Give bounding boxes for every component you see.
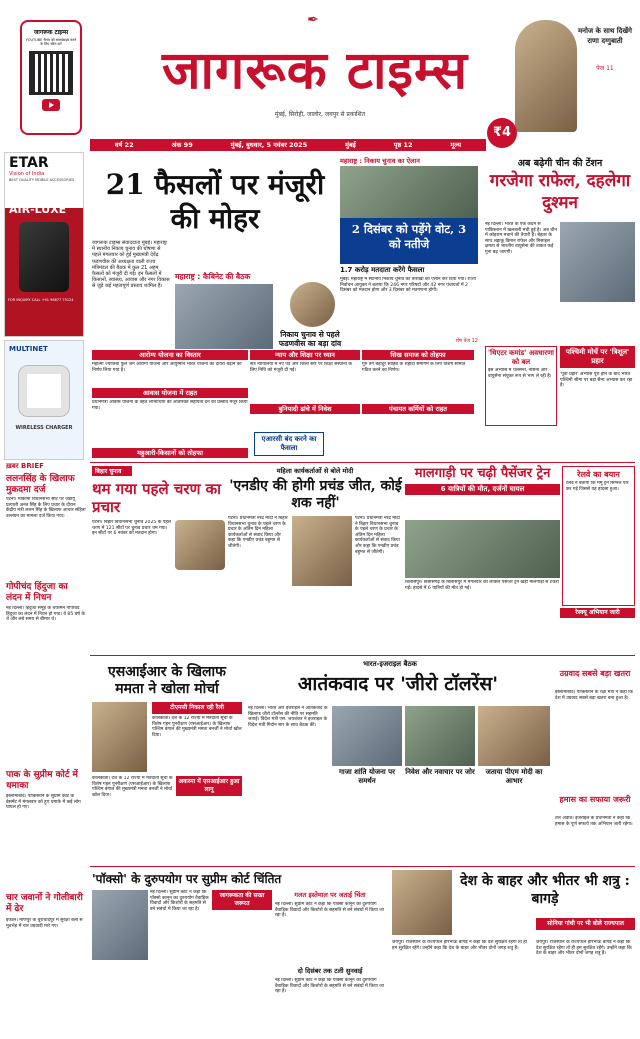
box-1-text: सत्र न्यायालयों में नए पद और जिला स्तर पर शिक्षा संस्थानों के लिए निधि को मंजूरी दी गई। <box>250 362 352 373</box>
theatre-command-heading: 'थिएटर कमांड' अवधारणा को बल <box>488 348 554 366</box>
election-more[interactable]: शेष पेज 12 <box>455 338 478 344</box>
israel-sub-3: जताया पीएम मोदी का आभार <box>485 767 543 785</box>
etar-ad[interactable] <box>4 152 84 337</box>
rafale-photo <box>560 222 635 302</box>
box-3-heading: बुनियादी ढांचे में निवेश <box>250 404 360 414</box>
mamata-photo <box>92 702 147 772</box>
theatre-command-text: इस अभ्यास में थलसेना, नौसेना और वायुसेना संयुक्त रूप से भाग ले रही हैं। <box>488 368 552 379</box>
qr-box-subtitle: YOUTUBE चैनल को सब्सक्राइब करने के लिए स्कैन करें <box>25 38 77 46</box>
divider-mamata <box>90 655 635 656</box>
masthead-title: जागरूक टाइम्स <box>161 40 469 101</box>
brief-headline-2: गोपीचंद हिंदुजा का लंदन में निधन <box>6 582 68 603</box>
election-photo <box>340 166 478 218</box>
lead-text: जागरूक टाइम्स संवाददाता मुंबई। महाराष्ट्र में स्थानीय निकाय चुनाव की घोषणा से पहले मंगलवार को हुई मुख्यमंत्री देवेंद्र फडणवीस की अध्यक्षता वाली राज्य मंत्रिमंडल की बैठक में कुल 21 अहम फैसलों को मंजूरी दी गई। इन फैसलों में किसानों, स्वास्थ्य, आवास और नगर विकास से जुड़े कई महत्वपूर्ण प्रस्ताव शामिल हैं। <box>92 240 170 290</box>
etar-brand: ETAR <box>9 155 49 171</box>
train-text: बिलासपुर। छत्तीसगढ़ के बिलासपुर में मंगलवार को लोकल पैसेंजर ट्रेन खड़ी मालगाड़ी से टकरा गई। हादसे में 6 यात्रियों की मौत हो गई। <box>405 580 559 591</box>
news-brief-label: ख़बर BRIEF <box>6 462 44 470</box>
cabinet-label: महाराष्ट्र : कैबिनेट की बैठक <box>175 272 251 281</box>
edition-year: वर्ष 22 <box>114 141 134 149</box>
nda-label: महिला कार्यकर्ताओं से बोले मोदी <box>276 467 354 475</box>
edition-price: मूल्य <box>450 141 462 149</box>
etar-tagline: Vision of India <box>9 171 45 177</box>
nda-text-2: पटना। प्रधानमंत्री नरेंद्र मोदी ने बिहार विधानसभा चुनाव के पहले चरण के प्रचार के अंतिम दिन महिला कार्यकर्ताओं से संवाद किया और कहा कि एनडीए प्रचंड बहुमत से जीतेगी। <box>355 516 400 555</box>
divider-pocso <box>90 866 635 867</box>
israel-sub-1: गाजा शांति योजना पर समर्थन <box>338 767 396 785</box>
charger-product-image <box>18 365 70 417</box>
bihar-headline: थम गया पहले चरण का प्रचार <box>92 480 222 516</box>
section-1-text: महात्मा ज्योतिबा फुले जन आरोग्य योजना और आयुष्मान भारत योजना का दायरा बढ़ाने का निर्णय लिया गया है। <box>92 362 242 373</box>
rafale-kicker: अब बढ़ेगी चीन की टेंशन <box>517 158 603 169</box>
box-2-text: गुरु तेग बहादुर साहिब के शहीदी समागम के लिए विशेष समिति गठित करने का निर्णय। <box>362 362 466 373</box>
masthead-cities: मुंबई, सिरोही, जालोर, जयपुर से प्रकाशित <box>274 111 366 118</box>
celebrity-note: मनोज के साथ दिखेंगे राणा दग्गुबाती <box>578 27 632 45</box>
lead-headline: 21 फैसलों पर मंजूरी की मोहर <box>105 168 325 235</box>
pocso-date-box: दो दिसंबर तक टली सुनवाई <box>297 967 363 975</box>
election-headline-box <box>340 218 478 264</box>
section-3-heading: महुआरी-किसानों को तोहफा <box>92 448 248 458</box>
israel-sub-2: निवेश और नवाचार पर जोर <box>405 767 475 776</box>
etar-product-name: AIR-LUXE <box>9 203 67 216</box>
election-label: महाराष्ट्र : निकाय चुनाव का ऐलान <box>340 157 420 165</box>
bihar-tag: बिहार चुनाव <box>92 466 132 476</box>
cabinet-photo <box>175 284 273 349</box>
election-voters: 1.7 करोड़ मतदाता करेंगे फैसला <box>340 266 425 274</box>
theatre-command-box <box>485 346 557 426</box>
brief-text-3: इस्लामाबाद। पाकिस्तान के सुप्रीम कोर्ट के बेसमेंट में मंगलवार को हुए धमाके में कई लोग घायल हो गए। <box>6 794 81 811</box>
celebrity-photo <box>515 20 577 132</box>
etar-contact: FOR INQUIRY CALL +91 98677 75124 <box>8 298 74 302</box>
section-2-heading: आवास योजना में राहत <box>92 388 248 398</box>
box-4-heading: पंचायत कर्मियों को राहत <box>362 404 474 414</box>
israel-photo-1 <box>332 706 402 766</box>
section-1-heading: आरोग्य योजना का विस्तार <box>92 350 248 360</box>
nda-headline: 'एनडीए की होगी प्रचंड जीत, कोई शक नहीं' <box>229 478 402 511</box>
right-brief-headline-2: हमास का सफाया जरूरी <box>559 794 631 804</box>
edition-bar <box>90 139 486 151</box>
pocso-text-3: नई दिल्ली। सुप्रीम कोर्ट ने कहा कि पॉक्सो कानून का दुरुपयोग वैवाहिक विवादों और किशोरों के सहमति से बने संबंधों में किया जा रहा है। <box>275 978 384 995</box>
train-headline-box <box>405 466 560 518</box>
brief-headline-3: पाक के सुप्रीम कोर्ट में धमाका <box>6 770 78 791</box>
lead-side-kicker: निकाय चुनाव से पहले फडणवीस का बड़ा दांव <box>278 330 342 348</box>
right-brief-headline-1: उग्रवाद सबसे बड़ा खतरा <box>559 668 631 678</box>
etar-subline: BEST QUALITY MOBILE ACCESSORIES <box>9 178 75 182</box>
divider-bihar <box>90 462 635 463</box>
train-headline: मालगाड़ी पर चढ़ी पैसेंजर ट्रेन <box>414 466 551 481</box>
brief-headline-1: ललनसिंह के खिलाफ मुकदमा दर्ज <box>6 474 75 495</box>
celebrity-page-ref: पेज 11 <box>596 65 614 72</box>
multinet-ad[interactable] <box>4 340 84 460</box>
etar-product-image <box>19 222 69 292</box>
edition-pages: पृष्ठ 12 <box>393 141 413 149</box>
israel-photo-3 <box>478 706 550 766</box>
qr-box-title: जागरूक टाइम्स <box>33 29 69 36</box>
multinet-logo: MULTINET <box>9 345 48 353</box>
box-1-heading: न्याय और शिक्षा पर ध्यान <box>250 350 360 360</box>
box-2-heading: सिख समाज को तोहफा <box>362 350 474 360</box>
brief-text-2: नई दिल्ली। हिंदुजा समूह के चेयरमैन गोपीचंद हिंदुजा का लंदन में निधन हो गया। वे 85 वर्ष के थे और लंबे समय से बीमार थे। <box>6 606 85 623</box>
edition-date: मुंबई, बुधवार, 5 नवंबर 2025 <box>230 141 308 149</box>
israel-photo-2 <box>405 706 475 766</box>
brief-headline-4: चार जवानों ने गोलीबारी में ढेर <box>6 893 83 914</box>
mamata-text-2: कोलकाता। देश के 12 राज्यों में मतदाता सूची के विशेष गहन पुनरीक्षण (एसआईआर) के खिलाफ पश्चिम बंगाल की मुख्यमंत्री ममता बनर्जी ने मोर्चा खोल दिया। <box>152 716 242 738</box>
modi-photo <box>292 516 352 586</box>
bagde-photo <box>392 870 452 935</box>
pocso-headline: 'पॉक्सो' के दुरुपयोग पर सुप्रीम कोर्ट चिंतित <box>92 872 282 886</box>
rafale-text: नई दिल्ली। भारत के एक कदम से पाकिस्तान में खलबली मची हुई है। अब चीन में कोहराम मचाने की तैयारी है। बेहतर के साथ लड़ाकू विमान राफेल और मिसाइल क्षमता से भारतीय वायुसेना की ताकत कई गुना बढ़ जाएगी। <box>485 222 557 255</box>
rail-box-heading: रेलवे का बयान <box>577 469 620 479</box>
bagde-headline: देश के बाहर और भीतर भी शत्रु : बागड़े <box>460 873 630 907</box>
masthead-logo-pen-icon: ✒ <box>307 12 319 28</box>
israel-text: नई दिल्ली। भारत और इजराइल ने आतंकवाद के खिलाफ जीरो टॉलरेंस की नीति पर सहमति जताई। विदेश मंत्री एस. जयशंकर ने इजराइल के विदेश मंत्री गिदोन सार के साथ बैठक की। <box>248 706 328 728</box>
israel-headline: आतंकवाद पर 'जीरो टॉलरेंस' <box>297 673 499 695</box>
price-badge: ₹4 <box>487 118 517 148</box>
election-headline: 2 दिसंबर को पड़ेंगे वोट, 3 को नतीजे <box>351 222 467 251</box>
pocso-text: नई दिल्ली। सुप्रीम कोर्ट ने कहा कि पॉक्सो कानून का दुरुपयोग वैवाहिक विवादों और किशोरों के सहमति से बने संबंधों में किया जा रहा है। <box>150 890 209 912</box>
edition-city: मुंबई <box>345 141 356 149</box>
bagde-text-2: जयपुर। राजस्थान के राज्यपाल हरिभाऊ बागड़े ने कहा कि देश सुरक्षित रहेगा तो ही हम सुरक्षित रहेंगे। उन्होंने कहा कि देश के बाहर और भीतर दोनों जगह शत्रु हैं। <box>536 940 632 957</box>
election-text: मुंबई। महाराष्ट्र में स्थानीय निकाय चुनाव की तारीखों का ऐलान कर दिया गया। राज्य निर्वाचन आयुक्त ने बताया कि 246 नगर परिषदों और 42 नगर पंचायतों में 2 दिसंबर को मतदान होगा और 3 दिसंबर को मतगणना होगी। <box>340 277 476 294</box>
fadnavis-photo <box>290 282 335 327</box>
supreme-court-photo <box>92 890 148 960</box>
west-front-text: 'पूर्वी प्रहार' अभ्यास पूरा होने के बाद भारत पश्चिमी सीमा पर बड़ा सैन्य अभ्यास कर रहा है। <box>560 372 633 389</box>
mamata-text: कोलकाता। देश के 12 राज्यों में मतदाता सूची के विशेष गहन पुनरीक्षण (एसआईआर) के खिलाफ पश्चिम बंगाल की मुख्यमंत्री ममता बनर्जी ने मोर्चा खोल दिया। <box>92 776 173 798</box>
right-brief-text-1: इस्लामाबाद। पाकिस्तान के रक्षा मंत्री ने कहा कि देश में उग्रवाद सबसे बड़ा खतरा बना हुआ है। <box>555 690 633 701</box>
rail-box-text: रेलवे ने बताया कि मेमू ट्रेन सिग्नल पार कर गई जिससे यह हादसा हुआ। <box>566 481 629 492</box>
pocso-text-2: नई दिल्ली। सुप्रीम कोर्ट ने कहा कि पॉक्सो कानून का दुरुपयोग वैवाहिक विवादों और किशोरों के सहमति से बने संबंधों में किया जा रहा है। <box>275 902 384 919</box>
brief-text-1: पटना। मोकामा विधानसभा सीट पर जेडीयू प्रत्याशी अनंत सिंह के लिए प्रचार के दौरान केंद्रीय मंत्री ललन सिंह के खिलाफ आचार संहिता उल्लंघन का मामला दर्ज किया गया। <box>6 497 86 519</box>
right-brief-text-2: तेल अवीव। इजराइल के प्रधानमंत्री ने कहा कि हमास के पूर्ण सफाये तक अभियान जारी रहेगा। <box>555 816 633 827</box>
bagde-text: जयपुर। राजस्थान के राज्यपाल हरिभाऊ बागड़े ने कहा कि देश सुरक्षित रहेगा तो ही हम सुरक्षित रहेंगे। उन्होंने कहा कि देश के बाहर और भीतर दोनों जगह शत्रु हैं। <box>392 940 527 951</box>
wireless-charger-label: WIRELESS CHARGER <box>15 425 73 431</box>
qr-code-icon[interactable] <box>29 51 73 95</box>
rail-box <box>562 466 635 606</box>
west-front-heading: पश्चिमी मोर्चे पर 'त्रिशूल' प्रहार <box>560 346 635 368</box>
rafale-headline: गरजेगा राफेल, दहलेगा दुश्मन <box>489 171 631 213</box>
israel-label: भारत-इजराइल बैठक <box>363 660 417 668</box>
pocso-box: जागरूकता की सख्त जरूरत <box>212 890 272 910</box>
rescue-heading: रेस्क्यू अभियान जारी <box>560 608 635 618</box>
pocso-box-2: गलत इस्तेमाल पर जताई चिंता <box>294 891 366 899</box>
nda-text: पटना। प्रधानमंत्री नरेंद्र मोदी ने बिहार विधानसभा चुनाव के पहले चरण के प्रचार के अंतिम दिन महिला कार्यकर्ताओं से संवाद किया और कहा कि एनडीए प्रचंड बहुमत से जीतेगी। <box>228 516 288 549</box>
brief-text-4: इंफाल। मणिपुर के चुराचांदपुर में सुरक्षा बलों से मुठभेड़ में चार उग्रवादी मारे गए। <box>6 918 83 929</box>
youtube-icon <box>42 99 60 111</box>
section-2-text: प्रधानमंत्री आवास योजना के तहत लाभार्थियों को अतिरिक्त सहायता देने का प्रस्ताव मंजूर किया गया। <box>92 400 248 411</box>
mamata-headline: एसआईआर के खिलाफ ममता ने खोला मोर्चा <box>108 664 226 697</box>
abhishek-box: अकस्मा में एसआईआर हुआ लागू <box>176 776 242 796</box>
bihar-text: पटना। बिहार विधानसभा चुनाव 2025 के पहले चरण में 121 सीटों पर चुनाव प्रचार थम गया। इन सीटों पर 6 नवंबर को मतदान होगा। <box>92 520 171 537</box>
train-subheadline: 6 यात्रियों की मौत, दर्जनों घायल <box>405 484 560 495</box>
train-photo <box>405 520 560 578</box>
tmc-box: टीएमसी निकाल रही रैली <box>152 702 242 714</box>
bihar-graphic <box>175 520 225 570</box>
bagde-box: सोनिया गांधी पर भी बोले राज्यपाल <box>536 918 635 930</box>
youtube-qr-box[interactable] <box>20 20 82 135</box>
edition-issue: अंक 99 <box>171 141 193 149</box>
ai-box: एआरसी बंद करने का फैसला <box>254 432 324 456</box>
